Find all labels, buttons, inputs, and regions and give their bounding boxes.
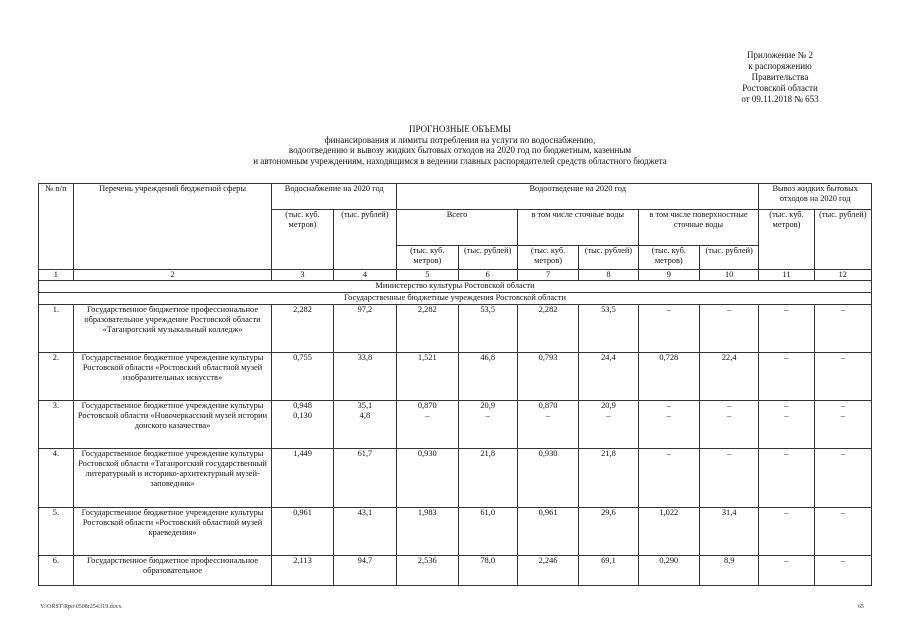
cell-value: – xyxy=(784,305,789,314)
cell-value: 78,0 xyxy=(480,556,496,565)
value-cell xyxy=(333,353,396,401)
value-cell xyxy=(333,449,396,508)
cell-value: – xyxy=(840,449,845,458)
value-cell xyxy=(699,401,758,449)
cell-value: 2,536 xyxy=(417,556,437,565)
cell-value: 22,4 xyxy=(721,353,737,362)
file-path: Y:\ORST\Rpo\0508r254.f19.docx xyxy=(40,604,122,610)
cell-value: – xyxy=(727,305,732,314)
cell-value: 0,290 xyxy=(659,556,679,565)
column-number: 5 xyxy=(397,270,458,281)
cell-value: – xyxy=(666,305,671,314)
value-cell xyxy=(579,353,638,401)
cell-value: – xyxy=(840,305,845,314)
value-cell xyxy=(699,353,758,401)
value-cell xyxy=(397,353,458,401)
cell-value: 0,930 xyxy=(417,449,437,458)
header-water-rub: (тыс. рублей) xyxy=(333,210,396,270)
cell-value: – xyxy=(840,556,845,565)
header-surface-m3: (тыс. куб. метров) xyxy=(638,246,699,270)
value-cell xyxy=(397,449,458,508)
cell-value: 0,755 xyxy=(293,353,312,362)
institution-name: Государственное бюджетное учреждение культуры Ростовской области «Ростовский областной музей краеведения» xyxy=(73,508,272,556)
value-cell xyxy=(458,401,517,449)
appendix-line: Ростовской области xyxy=(742,83,818,93)
row-number: 4. xyxy=(39,449,74,508)
cell-value: 61,7 xyxy=(357,449,373,458)
value-cell xyxy=(579,305,638,353)
cell-value: 0,870 xyxy=(417,401,437,410)
cell-value: 1,983 xyxy=(417,508,437,517)
table-row xyxy=(39,508,872,556)
cell-value: – xyxy=(784,353,789,362)
cell-value: 2,282 xyxy=(538,305,558,314)
value-cell xyxy=(579,508,638,556)
cell-value: 2,113 xyxy=(293,556,312,565)
cell-value: 0,793 xyxy=(538,353,558,362)
cell-value: – xyxy=(425,411,430,420)
cell-value: – xyxy=(784,508,789,517)
value-cell xyxy=(814,353,871,401)
cell-value: 43,1 xyxy=(357,508,373,517)
value-cell xyxy=(272,449,333,508)
cell-value: 46,8 xyxy=(480,353,496,362)
header-total-m3: (тыс. куб. метров) xyxy=(397,246,458,270)
cell-value: 4,8 xyxy=(359,411,371,420)
header-water-m3: (тыс. куб. метров) xyxy=(272,210,333,270)
value-cell xyxy=(458,305,517,353)
cell-value: 35,1 xyxy=(357,401,373,410)
title-line: финансирования и лимиты потребления на услуги по водоснабжению, xyxy=(324,134,596,145)
column-number: 6 xyxy=(458,270,517,281)
value-cell xyxy=(517,305,578,353)
cell-value: 0,870 xyxy=(538,401,558,410)
cell-value: 31,4 xyxy=(721,508,737,517)
cell-value: – xyxy=(784,556,789,565)
row-number: 1. xyxy=(39,305,74,353)
value-cell xyxy=(333,305,396,353)
header-total-rub: (тыс. рублей) xyxy=(458,246,517,270)
header-total: Всего xyxy=(397,210,518,246)
cell-value: 0,948 xyxy=(293,401,312,410)
cell-value: 0,961 xyxy=(538,508,558,517)
row-number: 6. xyxy=(39,556,74,586)
header-liquid-m3: (тыс. куб. метров) xyxy=(759,210,814,270)
header-list: Перечень учреждений бюджетной сферы xyxy=(73,184,272,270)
value-cell xyxy=(638,305,699,353)
cell-value: – xyxy=(840,411,845,420)
cell-value: 61,0 xyxy=(480,508,496,517)
cell-value: – xyxy=(727,449,732,458)
column-number: 2 xyxy=(73,270,272,281)
page-number: 65 xyxy=(858,604,864,610)
value-cell xyxy=(814,508,871,556)
header-wastewater-m3: (тыс. куб. метров) xyxy=(517,246,578,270)
value-cell xyxy=(759,401,814,449)
cell-value: 1,449 xyxy=(293,449,312,458)
cell-value: 29,6 xyxy=(601,508,616,517)
value-cell xyxy=(638,401,699,449)
column-number: 7 xyxy=(517,270,578,281)
value-cell xyxy=(333,508,396,556)
cell-value: – xyxy=(784,401,789,410)
column-number: 8 xyxy=(579,270,638,281)
value-cell xyxy=(272,353,333,401)
value-cell xyxy=(759,353,814,401)
column-number: 10 xyxy=(699,270,758,281)
value-cell xyxy=(458,556,517,586)
institution-name: Государственное бюджетное профессиональное образовательное xyxy=(73,556,272,586)
header-wastewater-rub: (тыс. рублей) xyxy=(579,246,638,270)
value-cell xyxy=(272,401,333,449)
cell-value: – xyxy=(840,508,845,517)
value-cell xyxy=(699,305,758,353)
value-cell xyxy=(333,556,396,586)
table-row xyxy=(39,353,872,401)
value-cell xyxy=(638,449,699,508)
value-cell xyxy=(759,508,814,556)
value-cell xyxy=(814,449,871,508)
value-cell xyxy=(517,401,578,449)
appendix-line: Приложение № 2 xyxy=(747,50,813,60)
cell-value: 33,8 xyxy=(357,353,373,362)
institution-name: Государственное бюджетное учреждение культуры Ростовской области «Новочеркасский музей истории донского казачества» xyxy=(73,401,272,449)
cell-value: – xyxy=(840,353,845,362)
value-cell xyxy=(759,449,814,508)
cell-value: 2,282 xyxy=(293,305,312,314)
cell-value: 21,8 xyxy=(480,449,496,458)
cell-value: – xyxy=(840,401,845,410)
value-cell xyxy=(458,353,517,401)
cell-value: 2,282 xyxy=(417,305,437,314)
column-number: 3 xyxy=(272,270,333,281)
cell-value: 94,7 xyxy=(357,556,373,565)
value-cell xyxy=(458,449,517,508)
value-cell xyxy=(272,556,333,586)
cell-value: 69,1 xyxy=(601,556,616,565)
title-line: водоотведению и вывозу жидких бытовых отходов на 2020 год по бюджетным, казенным xyxy=(288,145,632,155)
header-surface: в том числе поверхностные сточные воды xyxy=(638,210,759,246)
cell-value: – xyxy=(485,411,490,420)
cell-value: 53,5 xyxy=(601,305,616,314)
value-cell xyxy=(517,508,578,556)
value-cell xyxy=(458,508,517,556)
value-cell xyxy=(699,449,758,508)
table-row xyxy=(39,449,872,508)
cell-value: 2,246 xyxy=(538,556,558,565)
value-cell xyxy=(759,305,814,353)
section-ministry: Министерство культуры Ростовской области xyxy=(39,281,872,293)
header-liquid: Вывоз жидких бытовых отходов на 2020 год xyxy=(759,184,872,210)
value-cell xyxy=(517,449,578,508)
value-cell xyxy=(397,305,458,353)
title-heading: ПРОГНОЗНЫЕ ОБЪЕМЫ xyxy=(409,124,511,134)
value-cell xyxy=(699,508,758,556)
cell-value: 0,130 xyxy=(293,411,312,420)
document-title xyxy=(150,124,770,166)
value-cell xyxy=(638,556,699,586)
table-row xyxy=(39,401,872,449)
header-wastewater: в том числе сточные воды xyxy=(517,210,638,246)
value-cell xyxy=(397,556,458,586)
header-num: № п/п xyxy=(39,184,74,270)
limits-table xyxy=(38,183,872,586)
cell-value: 8,9 xyxy=(723,556,735,565)
column-number: 9 xyxy=(638,270,699,281)
row-number: 3. xyxy=(39,401,74,449)
value-cell xyxy=(397,401,458,449)
institution-name: Государственное бюджетное учреждение культуры Ростовской области «Таганрогский государственный литературный и историко-архитектурный музей-заповедник» xyxy=(73,449,272,508)
column-number: 4 xyxy=(333,270,396,281)
cell-value: – xyxy=(727,401,732,410)
appendix-line: к распоряжению xyxy=(748,61,812,71)
value-cell xyxy=(333,401,396,449)
header-drain: Водоотведение на 2020 год xyxy=(397,184,759,210)
value-cell xyxy=(579,449,638,508)
header-liquid-rub: (тыс. рублей) xyxy=(814,210,871,270)
cell-value: 21,8 xyxy=(601,449,616,458)
cell-value: 1,022 xyxy=(659,508,679,517)
cell-value: 0,930 xyxy=(538,449,558,458)
row-number: 2. xyxy=(39,353,74,401)
cell-value: – xyxy=(666,449,671,458)
cell-value: – xyxy=(784,411,789,420)
value-cell xyxy=(638,353,699,401)
cell-value: 53,5 xyxy=(480,305,496,314)
value-cell xyxy=(272,508,333,556)
header-water: Водоснабжение на 2020 год xyxy=(272,184,397,210)
value-cell xyxy=(814,401,871,449)
header-surface-rub: (тыс. рублей) xyxy=(699,246,758,270)
row-number: 5. xyxy=(39,508,74,556)
table-row xyxy=(39,556,872,586)
appendix-line: Правительства xyxy=(751,72,809,82)
cell-value: 0,728 xyxy=(659,353,679,362)
table-row xyxy=(39,305,872,353)
column-number: 11 xyxy=(759,270,814,281)
value-cell xyxy=(579,556,638,586)
cell-value: 20,9 xyxy=(480,401,496,410)
cell-value: 0,961 xyxy=(293,508,312,517)
cell-value: 1,521 xyxy=(417,353,437,362)
appendix-block xyxy=(700,50,860,105)
cell-value: – xyxy=(666,401,671,410)
value-cell xyxy=(699,556,758,586)
cell-value: 24,4 xyxy=(601,353,616,362)
value-cell xyxy=(397,508,458,556)
value-cell xyxy=(759,556,814,586)
value-cell xyxy=(272,305,333,353)
cell-value: – xyxy=(666,411,671,420)
cell-value: 97,2 xyxy=(357,305,373,314)
cell-value: 20,9 xyxy=(601,401,616,410)
column-number: 1 xyxy=(39,270,74,281)
value-cell xyxy=(517,556,578,586)
column-number: 12 xyxy=(814,270,871,281)
value-cell xyxy=(638,508,699,556)
cell-value: – xyxy=(606,411,611,420)
value-cell xyxy=(579,401,638,449)
cell-value: – xyxy=(784,449,789,458)
section-institutions: Государственные бюджетные учреждения Ростовской области xyxy=(39,293,872,305)
institution-name: Государственное бюджетное профессиональное образовательное учреждение Ростовской области «Таганрогский музыкальный колледж» xyxy=(73,305,272,353)
value-cell xyxy=(517,353,578,401)
value-cell xyxy=(814,305,871,353)
appendix-line: от 09.11.2018 № 653 xyxy=(741,94,819,104)
institution-name: Государственное бюджетное учреждение культуры Ростовской области «Ростовский областной музей изобразительных искусств» xyxy=(73,353,272,401)
value-cell xyxy=(814,556,871,586)
cell-value: – xyxy=(727,411,732,420)
cell-value: – xyxy=(545,411,551,420)
title-line: и автономным учреждениям, находящимся в ведении главных распорядителей средств областного бюджета xyxy=(253,155,667,166)
